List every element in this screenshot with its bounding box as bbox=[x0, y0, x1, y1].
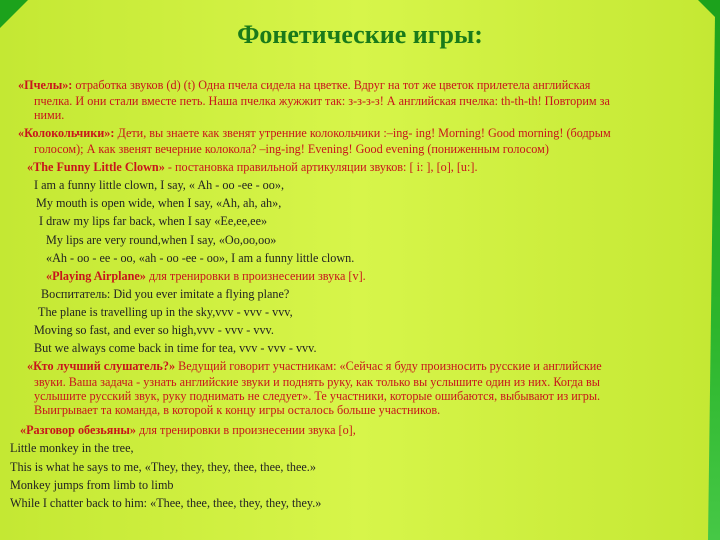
clown-verse: I am a funny little clown, I say, « Ah - oo -ee - oo», bbox=[34, 178, 285, 193]
game-name-clown: «The Funny Little Clown» bbox=[27, 160, 165, 175]
bells-line-2: голосом); А как звенят вечерние колокола? –ing-ing! Evening! Good evening (пониженным голосом) bbox=[34, 142, 549, 157]
slide-body bbox=[0, 76, 708, 512]
game-name-monkey: «Разговор обезьяны» bbox=[20, 423, 136, 438]
game-name-airplane: «Playing Airplane» bbox=[46, 268, 146, 283]
airplane-verse: The plane is travelling up in the sky,vvv - vvv - vvv, bbox=[38, 304, 293, 319]
monkey-verse: This is what he says to me, «They, they, they, thee, thee, thee.» bbox=[10, 459, 316, 474]
clown-verse: «Ah - oo - ee - oo, «ah - oo -ee - oo», I am a funny little clown. bbox=[46, 250, 355, 265]
airplane-verse: But we always come back in time for tea, vvv - vvv - vvv. bbox=[34, 341, 317, 356]
game-name-bells: «Колокольчики»: bbox=[18, 126, 115, 141]
monkey-line-1: «Разговор обезьяны» для тренировки в произнесении звука [o], bbox=[20, 423, 356, 438]
slide-title: Фонетические игры: bbox=[237, 20, 483, 49]
airplane-line-1: «Playing Airplane» для тренировки в произнесении звука [v]. bbox=[46, 268, 366, 283]
bees-line-1: «Пчелы»: отработка звуков (d) (t) Одна пчела сидела на цветке. Вдруг на тот же цветок прилетела английская bbox=[18, 78, 591, 92]
game-name-bees: «Пчелы»: bbox=[18, 78, 73, 92]
monkey-verse: Monkey jumps from limb to limb bbox=[10, 477, 174, 492]
right-edge-decoration bbox=[708, 0, 720, 540]
bees-line-2: пчелка. И они стали вместе петь. Наша пчелка жужжит так: з-з-з-з! А английская пчелка: th-th-th! Повторим за bbox=[34, 94, 610, 109]
airplane-verse: Moving so fast, and ever so high,vvv - vvv - vvv. bbox=[34, 323, 274, 338]
clown-verse: My mouth is open wide, when I say, «Ah, ah, ah», bbox=[36, 196, 282, 211]
listener-line-1: «Кто лучший слушатель?» Ведущий говорит участникам: «Сейчас я буду произносить русские и английские bbox=[27, 359, 602, 374]
listener-line-3: услышите русский звук, руку поднимать не следует». Те участники, которые ошибаются, выбывают из игры. bbox=[34, 389, 601, 404]
listener-line-4: Выигрывает та команда, в которой к концу игры осталось больше участников. bbox=[34, 403, 441, 418]
bees-line-3: ними. bbox=[34, 108, 65, 123]
listener-line-2: звуки. Ваша задача - узнать английские звуки и поднять руку, как только вы услышите один из них. Когда вы bbox=[34, 375, 600, 390]
monkey-verse: While I chatter back to him: «Thee, thee, thee, they, they, they.» bbox=[10, 495, 322, 510]
clown-verse: My lips are very round,when I say, «Oo,oo,oo» bbox=[46, 232, 277, 247]
airplane-verse: Воспитатель: Did you ever imitate a flying plane? bbox=[41, 286, 290, 301]
monkey-verse: Little monkey in the tree, bbox=[10, 441, 134, 456]
clown-verse: I draw my lips far back, when I say «Ee,ee,ee» bbox=[39, 214, 268, 229]
bells-line-1: «Колокольчики»: Дети, вы знаете как звенят утренние колокольчики :–ing- ing! Morning! Good morning! (бодрым bbox=[18, 126, 611, 141]
game-name-listener: «Кто лучший слушатель?» bbox=[27, 359, 176, 374]
clown-line-1: «The Funny Little Clown» - постановка правильной артикуляции звуков: [ i: ], [o], [u:]. bbox=[27, 160, 478, 175]
